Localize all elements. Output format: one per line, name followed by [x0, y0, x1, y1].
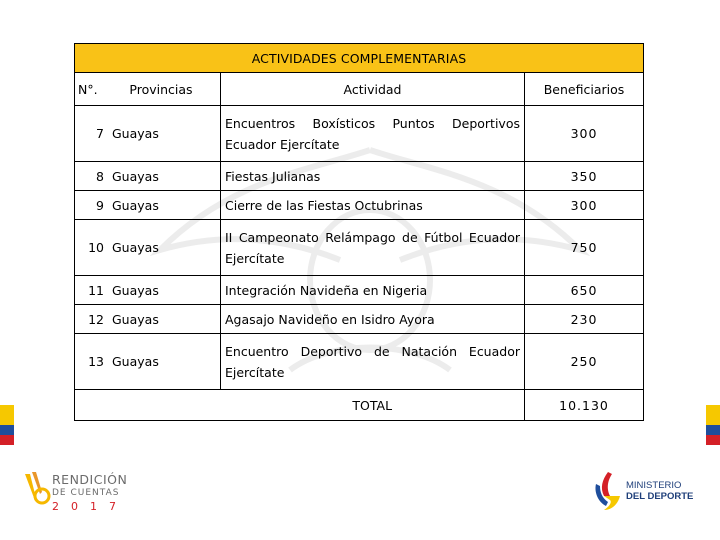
- header-number: N°.: [75, 73, 107, 106]
- table-row: [75, 191, 644, 220]
- row-beneficiaries: 750: [525, 220, 644, 276]
- row-province: Guayas: [106, 305, 221, 334]
- row-number: 11: [75, 276, 107, 305]
- row-activity: Integración Navideña en Nigeria: [221, 276, 525, 305]
- table-row: [75, 162, 644, 191]
- header-row: [75, 73, 644, 106]
- row-number: 9: [75, 191, 107, 220]
- ministerio-mark-icon: [590, 470, 624, 512]
- row-activity: Agasajo Navideño en Isidro Ayora: [221, 305, 525, 334]
- rendicion-cuentas-logo: [22, 466, 132, 516]
- row-beneficiaries: 650: [525, 276, 644, 305]
- row-province: Guayas: [106, 106, 221, 162]
- row-number: 7: [75, 106, 107, 162]
- table-row: [75, 276, 644, 305]
- row-beneficiaries: 250: [525, 334, 644, 390]
- rendicion-mark-icon: [22, 468, 52, 508]
- flag-stripe-right: [706, 405, 720, 445]
- row-beneficiaries: 300: [525, 191, 644, 220]
- table-row: [75, 305, 644, 334]
- header-activity: Actividad: [221, 73, 525, 106]
- activities-table: [74, 43, 644, 421]
- total-spacer: [75, 390, 221, 421]
- ministerio-deporte-logo: [590, 470, 700, 512]
- row-activity: Cierre de las Fiestas Octubrinas: [221, 191, 525, 220]
- row-province: Guayas: [106, 334, 221, 390]
- ministerio-line2: DEL DEPORTE: [626, 491, 694, 502]
- row-province: Guayas: [106, 220, 221, 276]
- row-province: Guayas: [106, 276, 221, 305]
- table-row: [75, 106, 644, 162]
- total-value: 10.130: [525, 390, 644, 421]
- total-row: [75, 390, 644, 421]
- header-beneficiaries: Beneficiarios: [525, 73, 644, 106]
- row-province: Guayas: [106, 191, 221, 220]
- row-activity: Encuentros Boxísticos Puntos Deportivos Ecuador Ejercítate: [221, 106, 525, 162]
- table-row: [75, 334, 644, 390]
- rendicion-year: 2017: [52, 500, 128, 513]
- row-beneficiaries: 350: [525, 162, 644, 191]
- row-beneficiaries: 300: [525, 106, 644, 162]
- rendicion-line2: DE CUENTAS: [52, 488, 120, 498]
- header-province: Provincias: [106, 73, 221, 106]
- row-province: Guayas: [106, 162, 221, 191]
- row-activity: Fiestas Julianas: [221, 162, 525, 191]
- row-activity: Encuentro Deportivo de Natación Ecuador Ejercítate: [221, 334, 525, 390]
- rendicion-line1: RENDICIÓN: [52, 472, 128, 487]
- table-title: ACTIVIDADES COMPLEMENTARIAS: [75, 44, 644, 73]
- flag-stripe-left: [0, 405, 14, 445]
- total-label: TOTAL: [221, 390, 525, 421]
- row-beneficiaries: 230: [525, 305, 644, 334]
- row-activity: II Campeonato Relámpago de Fútbol Ecuador Ejercítate: [221, 220, 525, 276]
- row-number: 8: [75, 162, 107, 191]
- ministerio-line1: MINISTERIO: [626, 480, 682, 491]
- table-row: [75, 220, 644, 276]
- row-number: 13: [75, 334, 107, 390]
- row-number: 12: [75, 305, 107, 334]
- row-number: 10: [75, 220, 107, 276]
